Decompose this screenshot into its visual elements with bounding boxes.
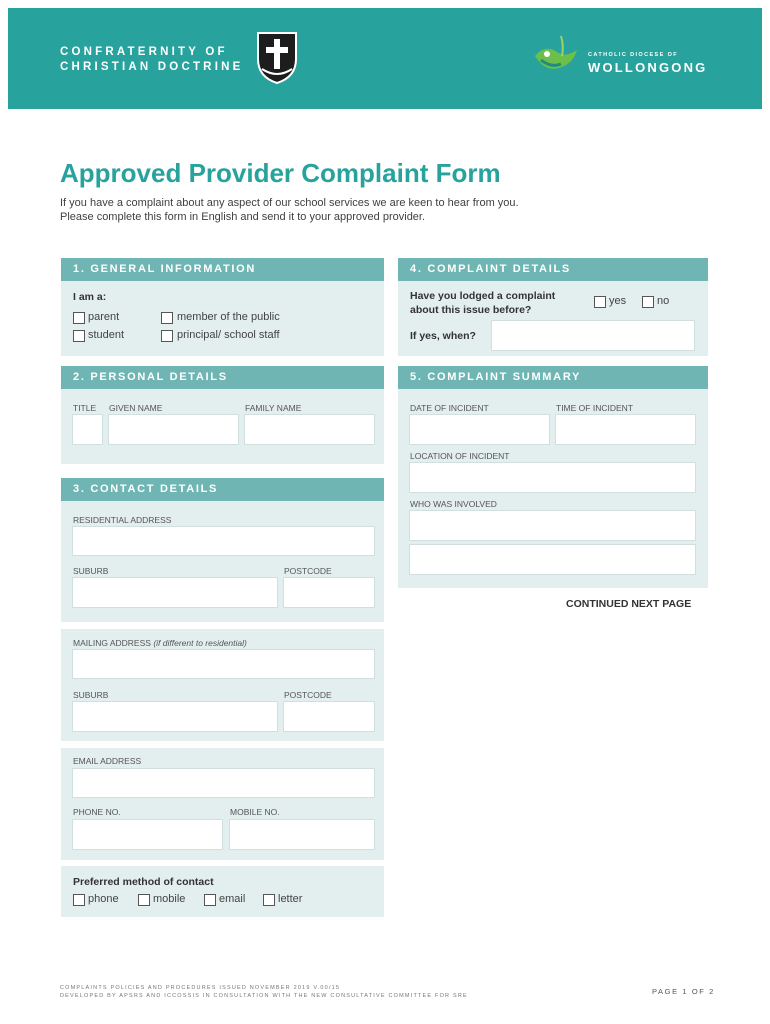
phone-checkbox[interactable] — [73, 894, 85, 906]
footer-line1: COMPLAINTS POLICIES AND PROCEDURES ISSUED NOVEMBER 2019 V.00/15 — [60, 985, 341, 991]
continued-label: CONTINUED NEXT PAGE — [566, 598, 692, 610]
suburb2-label: SUBURB — [73, 690, 109, 700]
diocese-logo — [531, 34, 581, 80]
time-field[interactable] — [555, 414, 696, 445]
given-name-label: GIVEN NAME — [109, 403, 163, 413]
intro-line2: Please complete this form in English and send it to your approved provider. — [60, 211, 426, 223]
phone-field[interactable] — [72, 819, 223, 850]
letter-option-label: letter — [278, 893, 303, 905]
parent-label: parent — [88, 311, 120, 323]
parent-checkbox[interactable] — [73, 312, 85, 324]
mobile-checkbox[interactable] — [138, 894, 150, 906]
org-name-line1: CONFRATERNITY OF — [60, 46, 228, 58]
suburb-label: SUBURB — [73, 566, 109, 576]
page-title: Approved Provider Complaint Form — [60, 158, 501, 188]
complaint-summary-heading: 5. COMPLAINT SUMMARY — [398, 366, 708, 389]
who-field-1[interactable] — [409, 510, 696, 541]
mailing-label-text: MAILING ADDRESS — [73, 638, 151, 648]
email-checkbox[interactable] — [204, 894, 216, 906]
staff-checkbox[interactable] — [161, 330, 173, 342]
suburb2-field[interactable] — [72, 701, 278, 732]
when-field[interactable] — [491, 320, 695, 351]
date-field[interactable] — [409, 414, 550, 445]
who-label: WHO WAS INVOLVED — [410, 499, 497, 509]
mobile-option-label: mobile — [153, 893, 186, 905]
iam-label: I am a: — [73, 291, 107, 303]
postcode-label: POSTCODE — [284, 566, 332, 576]
page-number: PAGE 1 OF 2 — [652, 987, 715, 996]
postcode2-label: POSTCODE — [284, 690, 332, 700]
title-label: TITLE — [73, 403, 97, 413]
email-label: EMAIL ADDRESS — [73, 756, 142, 766]
email-field[interactable] — [72, 768, 375, 798]
mailing-label-note: (if different to residential) — [153, 638, 247, 648]
crest-logo — [254, 29, 300, 85]
staff-label: principal/ school staff — [177, 329, 280, 341]
diocese-small-text: CATHOLIC DIOCESE OF — [588, 52, 679, 58]
no-checkbox[interactable] — [642, 296, 654, 308]
time-label: TIME OF INCIDENT — [556, 403, 633, 413]
title-field[interactable] — [72, 414, 103, 445]
if-yes-label: If yes, when? — [410, 330, 476, 342]
mailing-label — [73, 638, 247, 648]
no-label: no — [657, 295, 670, 307]
residential-field[interactable] — [72, 526, 375, 556]
student-label: student — [88, 329, 125, 341]
phone-label: PHONE NO. — [73, 807, 121, 817]
org-name — [60, 45, 243, 75]
yes-checkbox[interactable] — [594, 296, 606, 308]
date-label: DATE OF INCIDENT — [410, 403, 489, 413]
family-name-field[interactable] — [244, 414, 375, 445]
public-checkbox[interactable] — [161, 312, 173, 324]
intro-line1: If you have a complaint about any aspect of our school services we are keen to hear from you. — [60, 197, 519, 209]
lodged-question-line2: about this issue before? — [410, 304, 532, 316]
lodged-question-line1: Have you lodged a complaint — [410, 290, 556, 302]
public-label: member of the public — [177, 311, 280, 323]
contact-details-heading: 3. CONTACT DETAILS — [61, 478, 384, 501]
footer-line2: DEVELOPED BY APSRS AND ICCOSSIS IN CONSULTATION WITH THE NEW CONSULTATIVE COMMITTEE FOR SRE — [60, 993, 468, 999]
suburb-field[interactable] — [72, 577, 278, 608]
who-field-2[interactable] — [409, 544, 696, 575]
personal-details-heading: 2. PERSONAL DETAILS — [61, 366, 384, 389]
yes-label: yes — [609, 295, 627, 307]
general-info-heading: 1. GENERAL INFORMATION — [61, 258, 384, 281]
preferred-panel — [61, 866, 384, 917]
location-field[interactable] — [409, 462, 696, 493]
student-checkbox[interactable] — [73, 330, 85, 342]
intro-text — [60, 196, 519, 224]
diocese-name: WOLLONGONG — [588, 60, 708, 75]
email-option-label: email — [219, 893, 246, 905]
footer-text — [60, 984, 468, 1000]
mobile-label: MOBILE NO. — [230, 807, 280, 817]
family-name-label: FAMILY NAME — [245, 403, 302, 413]
letter-checkbox[interactable] — [263, 894, 275, 906]
postcode-field[interactable] — [283, 577, 375, 608]
given-name-field[interactable] — [108, 414, 239, 445]
phone-option-label: phone — [88, 893, 119, 905]
preferred-label: Preferred method of contact — [73, 876, 214, 888]
residential-label: RESIDENTIAL ADDRESS — [73, 515, 172, 525]
lodged-question — [410, 289, 555, 317]
org-name-line2: CHRISTIAN DOCTRINE — [60, 61, 244, 73]
mailing-field[interactable] — [72, 649, 375, 679]
postcode2-field[interactable] — [283, 701, 375, 732]
mobile-field[interactable] — [229, 819, 375, 850]
location-label: LOCATION OF INCIDENT — [410, 451, 510, 461]
complaint-details-heading: 4. COMPLAINT DETAILS — [398, 258, 708, 281]
